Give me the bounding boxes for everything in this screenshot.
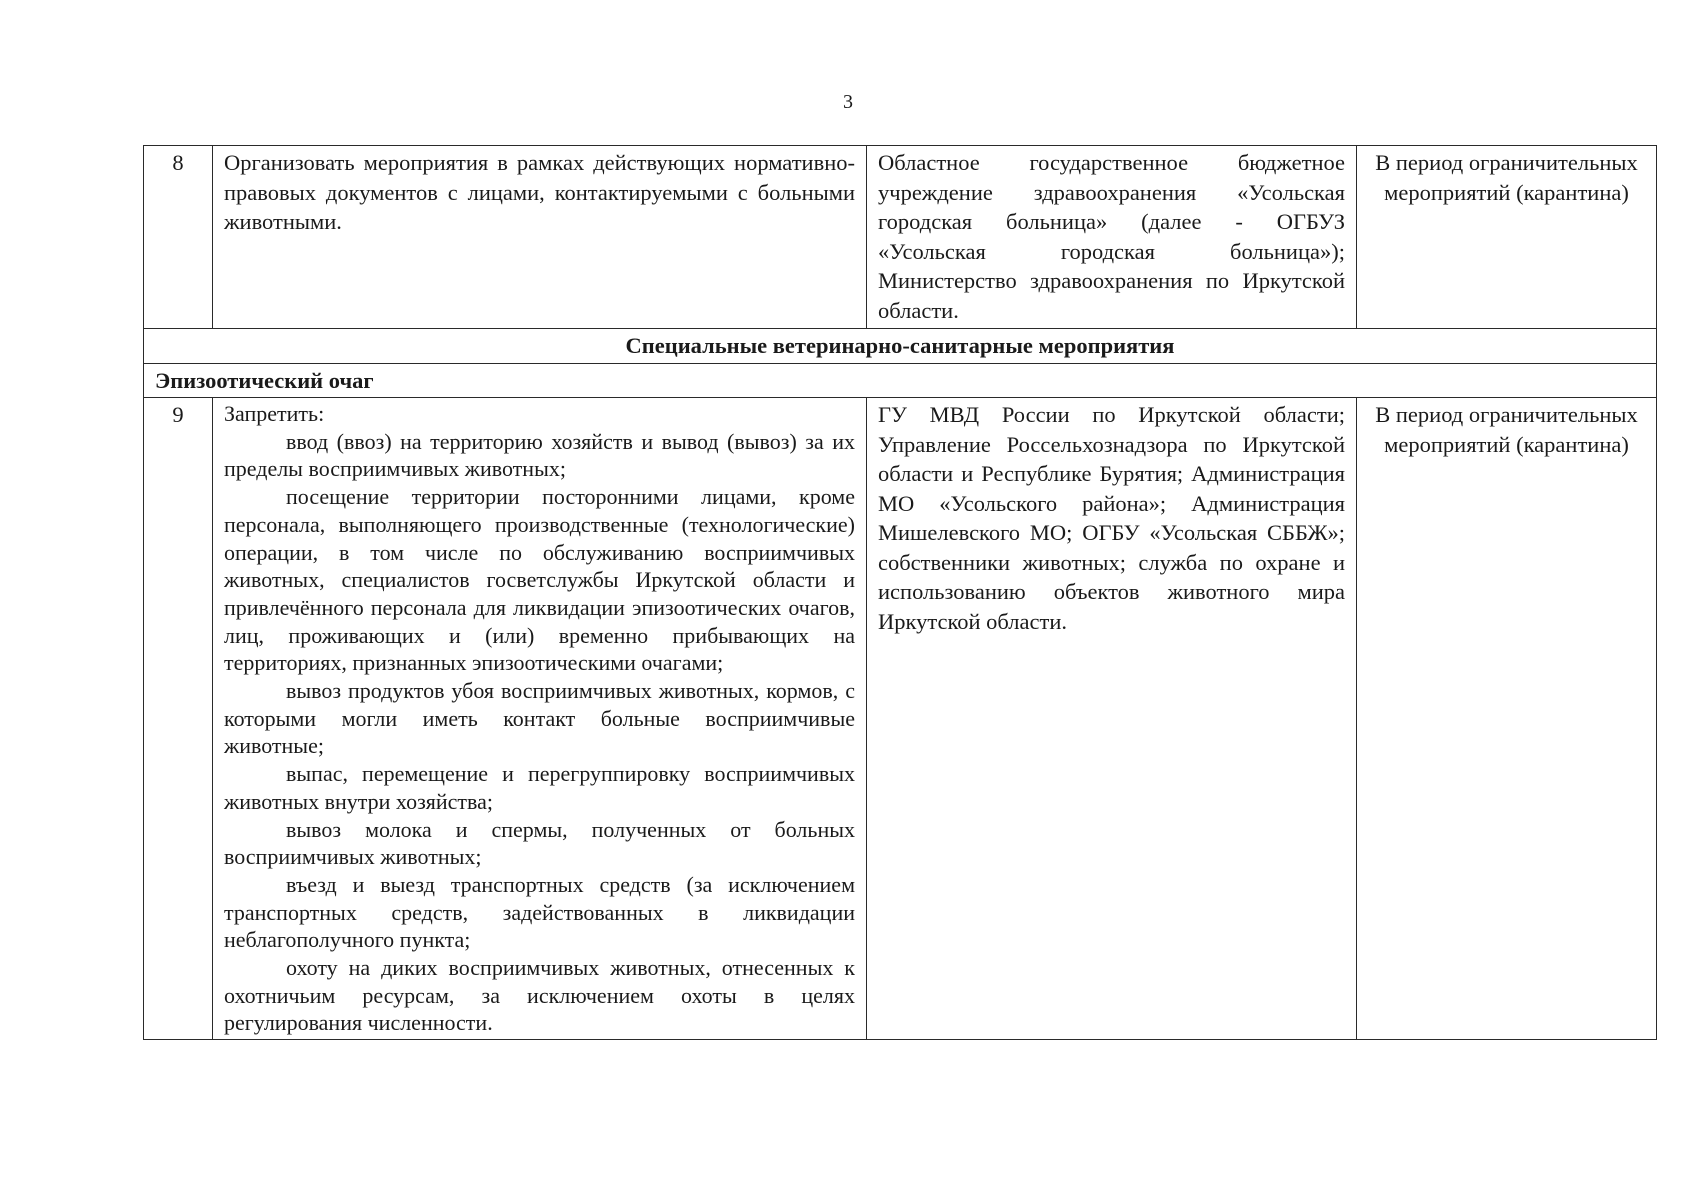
responsible-cell: ГУ МВД России по Иркутской области; Управление Россельхознадзора по Иркутской области и Республике Бурятия; Администрация МО «Усольского района»; Администрация Мишелевского МО; ОГБУ «Усольская СББЖ»; собственники животных; служба по охране и использованию объектов животного мира Иркутской области.: [867, 398, 1357, 1040]
action-item: охоту на диких восприимчивых животных, отнесенных к охотничьим ресурсам, за исключением охоты в целях регулирования численности.: [224, 955, 855, 1036]
measures-table: [143, 145, 1657, 1040]
row-number: 8: [144, 146, 213, 329]
action-cell: [213, 146, 867, 329]
action-cell: [213, 398, 867, 1040]
responsible-cell: Областное государственное бюджетное учреждение здравоохранения «Усольская городская больница» (далее - ОГБУЗ «Усольская городская больница»); Министерство здравоохранения по Иркутской области.: [867, 146, 1357, 329]
section-title: Специальные ветеринарно-санитарные мероприятия: [144, 329, 1657, 364]
action-text: Организовать мероприятия в рамках действующих нормативно-правовых документов с лицами, контактируемыми с больными животными.: [224, 150, 855, 234]
table-row: [144, 398, 1657, 1040]
action-item: ввод (ввоз) на территорию хозяйств и вывод (вывоз) за их пределы восприимчивых животных;: [224, 428, 855, 482]
section-header-row: [144, 329, 1657, 364]
action-item: въезд и выезд транспортных средств (за исключением транспортных средств, задействованных в ликвидации неблагополучного пункта;: [224, 871, 855, 953]
page-number: 3: [843, 91, 853, 113]
action-intro: Запретить:: [224, 401, 325, 426]
subsection-title: Эпизоотический очаг: [144, 363, 1657, 398]
table-row: [144, 146, 1657, 329]
action-item: выпас, перемещение и перегруппировку восприимчивых животных внутри хозяйства;: [224, 761, 855, 814]
action-item: вывоз молока и спермы, полученных от больных восприимчивых животных;: [224, 816, 855, 870]
term-cell: В период ограничительных мероприятий (карантина): [1357, 398, 1657, 1040]
row-number: 9: [144, 398, 213, 1040]
subsection-header-row: [144, 363, 1657, 398]
action-item: посещение территории посторонними лицами, кроме персонала, выполняющего производственные (технологические) операции, в том числе по обслуживанию восприимчивых животных, специалистов госветслужбы Иркутской области и привлечённого персонала для ликвидации эпизоотических очагов, лиц, проживающих и (или) временно прибывающих на территориях, признанных эпизоотическими очагами;: [224, 484, 855, 676]
action-item: вывоз продуктов убоя восприимчивых животных, кормов, с которыми могли иметь контакт больные восприимчивые животные;: [224, 678, 855, 759]
term-cell: В период ограничительных мероприятий (карантина): [1357, 146, 1657, 329]
